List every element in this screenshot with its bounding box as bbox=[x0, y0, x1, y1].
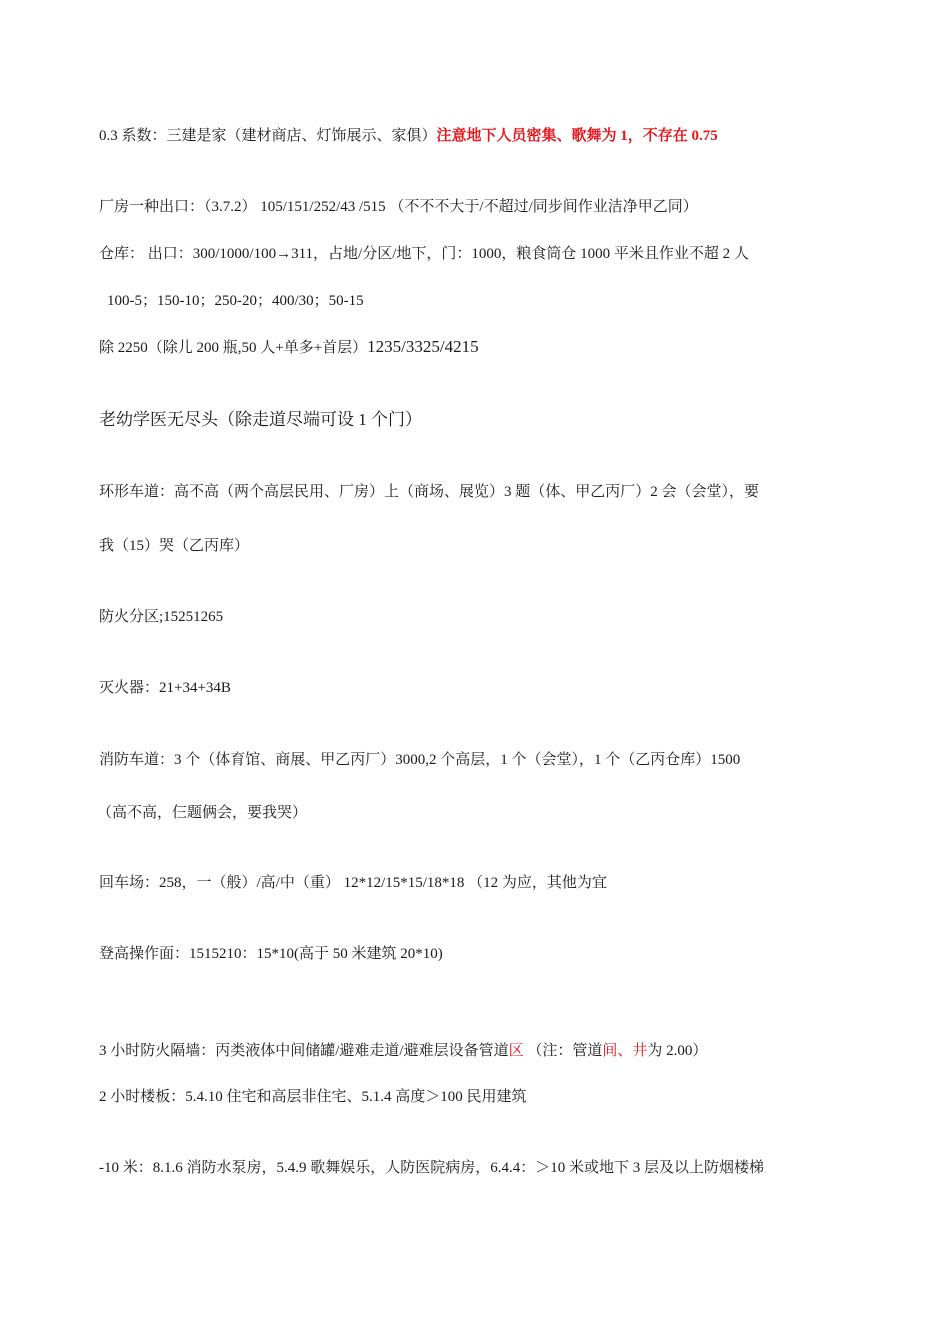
line-minus-10m: -10 米：8.1.6 消防水泵房，5.4.9 歌舞娱乐，人防医院病房，6.4.4：＞10 米或地下 3 层及以上防烟楼梯 bbox=[99, 1160, 764, 1176]
line-3h-wall bbox=[99, 1041, 707, 1061]
line-fire-lane: 消防车道：3 个（体育馆、商展、甲乙丙厂）3000,2 个高层，1 个（会堂），1 个（乙丙仓库）1500 bbox=[99, 752, 741, 768]
line-ring-road-cont: 我（15）哭（乙丙库） bbox=[99, 538, 250, 554]
line-dead-end: 老幼学医无尽头（除走道尽端可设 1 个门） bbox=[99, 410, 422, 429]
coefficient-highlight: 注意地下人员密集、歌舞为 1，不存在 0.75 bbox=[436, 128, 718, 144]
line-ratios: 100-5；150-10；250-20；400/30；50-15 bbox=[107, 293, 364, 309]
wall-red-2: 间、井 bbox=[602, 1043, 648, 1059]
except-numbers: 1235/3325/4215 bbox=[367, 337, 479, 356]
line-fire-zone: 防火分区;15251265 bbox=[99, 609, 224, 625]
except-text: 除 2250（除儿 200 瓶,50 人+单多+首层） bbox=[99, 340, 368, 356]
line-climbing-area: 登高操作面：1515210：15*10(高于 50 米建筑 20*10) bbox=[99, 946, 443, 962]
wall-text: 3 小时防火隔墙：丙类液体中间储罐/避难走道/避难层设备管道 bbox=[99, 1043, 509, 1059]
line-coefficient bbox=[99, 126, 718, 146]
line-ring-road: 环形车道：高不高（两个高层民用、厂房）上（商场、展览）3 题（体、甲乙丙厂）2 会（会堂），要 bbox=[99, 484, 760, 500]
line-extinguisher: 灭火器：21+34+34B bbox=[99, 680, 231, 696]
line-2h-floor: 2 小时楼板：5.4.10 住宅和高层非住宅、5.1.4 高度＞100 民用建筑 bbox=[99, 1089, 527, 1105]
line-warehouse: 仓库： 出口：300/1000/100→311，占地/分区/地下，门：1000，粮食筒仓 1000 平米且作业不超 2 人 bbox=[99, 246, 749, 262]
line-fire-lane-cont: （高不高，仨题俩会，要我哭） bbox=[97, 805, 308, 821]
coefficient-text: 0.3 系数：三建是家（建材商店、灯饰展示、家俱） bbox=[99, 128, 437, 144]
line-except bbox=[99, 337, 479, 358]
wall-note: （注：管道 bbox=[523, 1043, 603, 1059]
line-factory-exit: 厂房一种出口：（3.7.2） 105/151/252/43 /515 （不不不大于/不超过/同步间作业洁净甲乙同） bbox=[99, 199, 698, 215]
line-turnaround: 回车场：258，一（般）/高/中（重） 12*12/15*15/18*18 （12 为应，其他为宜 bbox=[99, 875, 607, 891]
wall-note-end: 为 2.00） bbox=[647, 1043, 708, 1059]
wall-red-1: 区 bbox=[508, 1043, 524, 1059]
